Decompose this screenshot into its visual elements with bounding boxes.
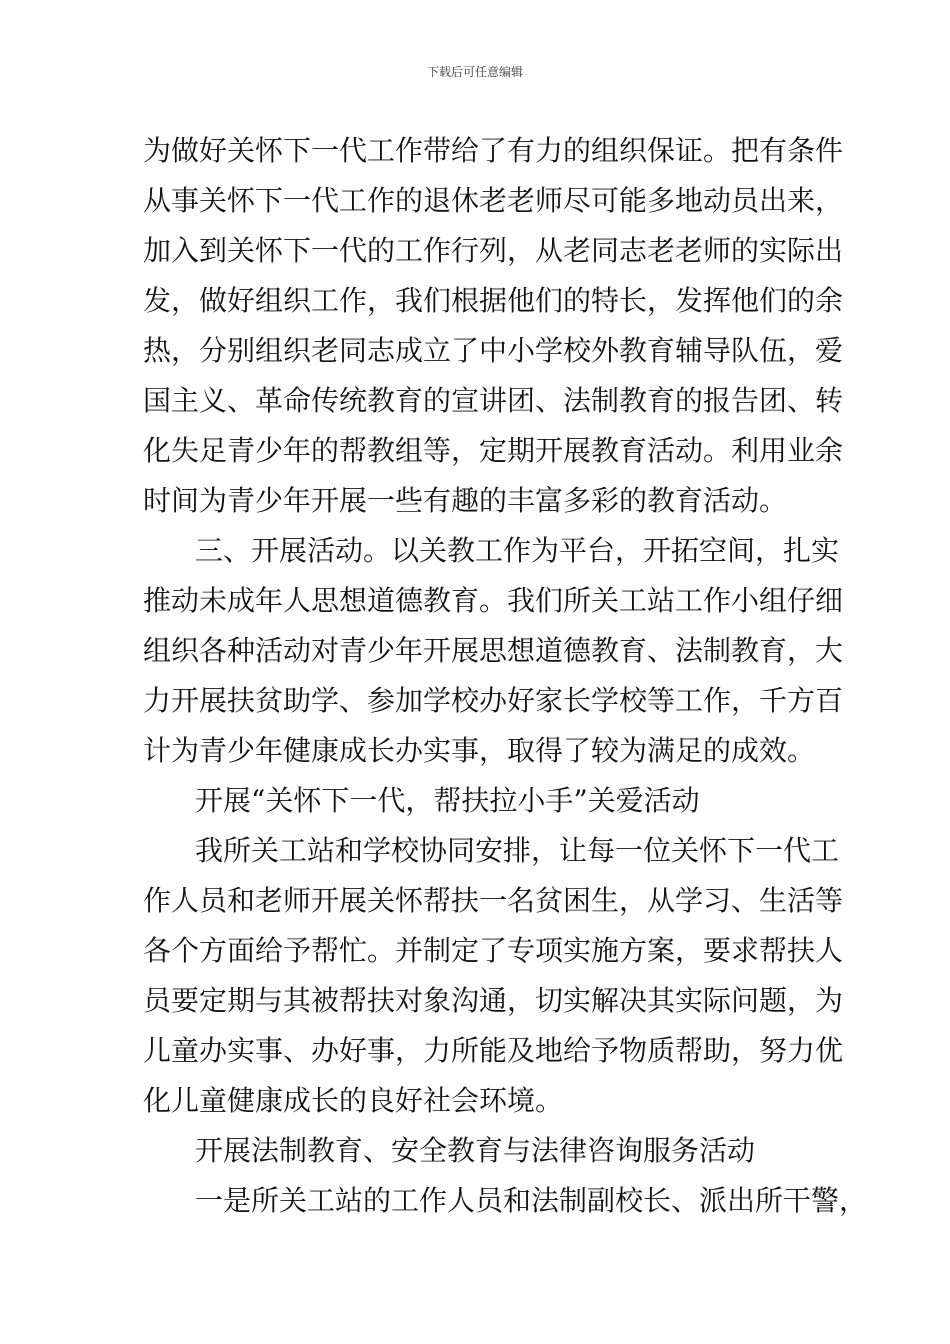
text-line: 推动未成年人思想道德教育。我们所关工站工作小组仔细 [143,584,844,617]
section-heading-line: 三、开展活动。以关教工作为平台，开拓空间，扎实 [195,534,840,567]
text-line: 化儿童健康成长的良好社会环境。 [143,1084,564,1117]
text-line: 时间为青少年开展一些有趣的丰富多彩的教育活动。 [143,484,788,517]
text-line: 组织各种活动对青少年开展思想道德教育、法制教育，大 [143,634,844,667]
document-body [143,126,868,1226]
text-line: 为做好关怀下一代工作带给了有力的组织保证。把有条件 [143,134,844,167]
text-line: 从事关怀下一代工作的退休老老师尽可能多地动员出来， [143,184,844,217]
text-line: 作人员和老师开展关怀帮扶一名贫困生，从学习、生活等 [143,884,844,917]
paragraph-start-line: 我所关工站和学校协同安排，让每一位关怀下一代工 [195,834,840,867]
text-line: 加入到关怀下一代的工作行列，从老同志老老师的实际出 [143,234,844,267]
subheading-line: 开展法制教育、安全教育与法律咨询服务活动 [195,1134,756,1167]
text-line: 国主义、革命传统教育的宣讲团、法制教育的报告团、转 [143,384,844,417]
text-line: 力开展扶贫助学、参加学校办好家长学校等工作，千方百 [143,684,844,717]
text-line: 员要定期与其被帮扶对象沟通，切实解决其实际问题，为 [143,984,844,1017]
page-header-note: 下载后可任意编辑 [426,65,523,79]
text-line: 化失足青少年的帮教组等，定期开展教育活动。利用业余 [143,434,844,467]
text-line: 各个方面给予帮忙。并制定了专项实施方案，要求帮扶人 [143,934,844,967]
subheading-line: 开展“关怀下一代，帮扶拉小手”关爱活动 [195,784,700,817]
paragraph-start-line: 一是所关工站的工作人员和法制副校长、派出所干警， [195,1184,868,1217]
text-line: 儿童办实事、办好事，力所能及地给予物质帮助，努力优 [143,1034,844,1067]
text-line: 热，分别组织老同志成立了中小学校外教育辅导队伍，爱 [143,334,844,367]
text-line: 发，做好组织工作，我们根据他们的特长，发挥他们的余 [143,284,844,317]
text-line: 计为青少年健康成长办实事，取得了较为满足的成效。 [143,734,816,767]
